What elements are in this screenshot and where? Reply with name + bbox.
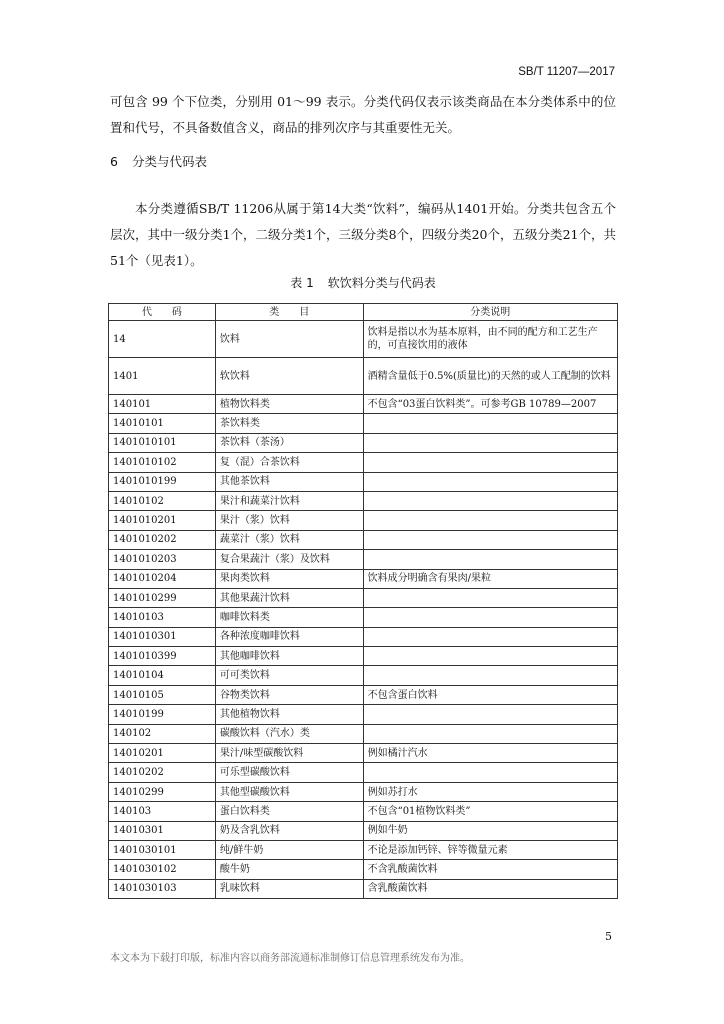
cell-code: 14010301 [109,821,216,840]
cell-category: 乳味饮料 [215,879,363,898]
cell-category: 复合果蔬汁（浆）及饮料 [215,550,363,569]
table-row [109,395,618,414]
cell-description [363,763,617,782]
cell-description: 不包含“01植物饮料类” [363,802,617,821]
cell-description: 例如牛奶 [363,821,617,840]
table-row [109,821,618,840]
table-row [109,802,618,821]
table-row [109,860,618,879]
cell-code: 1401010201 [109,511,216,530]
table-row [109,550,618,569]
cell-description: 不包含蛋白饮料 [363,685,617,704]
cell-description [363,608,617,627]
cell-description [363,530,617,549]
cell-code: 1401010301 [109,627,216,646]
table-row [109,414,618,433]
table-row [109,685,618,704]
cell-description: 不包含“03蛋白饮料类”。可参考GB 10789—2007 [363,395,617,414]
cell-code: 14010104 [109,666,216,685]
table-row [109,433,618,452]
cell-category: 复（混）合茶饮料 [215,453,363,472]
table-caption-title: 软饮料分类与代码表 [327,276,436,290]
standard-code: SB/T 11207—2017 [518,66,615,78]
cell-description: 不论是添加钙锌、锌等微量元素 [363,840,617,859]
cell-category: 茶饮料（茶汤） [215,433,363,452]
cell-category: 纯/鲜牛奶 [215,840,363,859]
table-row [109,453,618,472]
cell-category: 谷物类饮料 [215,685,363,704]
classification-table [108,303,618,899]
table-row [109,763,618,782]
cell-description: 饮料成分明确含有果肉/果粒 [363,569,617,588]
section-title: 分类与代码表 [132,154,208,169]
cell-category: 奶及含乳饮料 [215,821,363,840]
table-row [109,588,618,607]
intro-paragraph: 可包含 99 个下位类，分别用 01～99 表示。分类代码仅表示该类商品在本分类体系中的位置和代号，不具备数值含义，商品的排列次序与其重要性无关。 [110,94,616,135]
cell-description [363,550,617,569]
table-row [109,358,618,395]
table-row [109,724,618,743]
cell-description [363,666,617,685]
cell-category: 碳酸饮料（汽水）类 [215,724,363,743]
cell-category: 果汁（浆）饮料 [215,511,363,530]
cell-description: 例如橘汁汽水 [363,744,617,763]
cell-category: 可乐型碳酸饮料 [215,763,363,782]
cell-code: 1401010204 [109,569,216,588]
cell-code: 14 [109,321,216,358]
table-row [109,472,618,491]
footer-note: 本文本为下载打印版，标准内容以商务部流通标准制修订信息管理系统发布为准。 [110,953,470,964]
cell-category: 果汁/味型碳酸饮料 [215,744,363,763]
table-header-row [109,304,618,321]
cell-category: 蔬菜汁（浆）饮料 [215,530,363,549]
cell-category: 其他咖啡饮料 [215,647,363,666]
cell-code: 1401010199 [109,472,216,491]
cell-code: 14010202 [109,763,216,782]
table-row [109,321,618,358]
cell-code: 1401030102 [109,860,216,879]
cell-code: 1401010299 [109,588,216,607]
table-row [109,647,618,666]
cell-description [363,705,617,724]
cell-code: 1401010399 [109,647,216,666]
table-caption [108,274,618,291]
cell-category: 其他型碳酸饮料 [215,782,363,801]
cell-description [363,433,617,452]
cell-code: 1401010202 [109,530,216,549]
cell-description [363,588,617,607]
cell-code: 1401010102 [109,453,216,472]
cell-description: 含乳酸菌饮料 [363,879,617,898]
cell-category: 其他植物饮料 [215,705,363,724]
section-heading [110,152,207,170]
cell-code: 1401 [109,358,216,395]
cell-category: 植物饮料类 [215,395,363,414]
cell-category: 蛋白饮料类 [215,802,363,821]
table-row [109,705,618,724]
table-row [109,840,618,859]
cell-description [363,472,617,491]
table-body [109,321,618,899]
cell-category: 茶饮料类 [215,414,363,433]
cell-description [363,647,617,666]
header-description: 分类说明 [363,304,617,321]
table-row [109,627,618,646]
cell-description: 酒精含量低于0.5%(质量比)的天然的或人工配制的饮料 [363,358,617,395]
cell-category: 果肉类饮料 [215,569,363,588]
cell-code: 1401010101 [109,433,216,452]
cell-category: 咖啡饮料类 [215,608,363,627]
cell-category: 其他果蔬汁饮料 [215,588,363,607]
cell-code: 1401010203 [109,550,216,569]
header-category: 类 目 [215,304,363,321]
cell-category: 软饮料 [215,358,363,395]
cell-code: 14010102 [109,491,216,510]
cell-category: 饮料 [215,321,363,358]
cell-code: 140101 [109,395,216,414]
cell-category: 其他茶饮料 [215,472,363,491]
cell-code: 1401030101 [109,840,216,859]
table-row [109,530,618,549]
header-code: 代 码 [109,304,216,321]
table-row [109,491,618,510]
cell-code: 14010299 [109,782,216,801]
cell-code: 14010201 [109,744,216,763]
cell-description: 不含乳酸菌饮料 [363,860,617,879]
cell-description [363,414,617,433]
table-row [109,608,618,627]
cell-code: 1401030103 [109,879,216,898]
cell-description [363,627,617,646]
cell-code: 14010101 [109,414,216,433]
cell-category: 可可类饮料 [215,666,363,685]
cell-code: 14010103 [109,608,216,627]
table-row [109,569,618,588]
table-row [109,666,618,685]
cell-category: 果汁和蔬菜汁饮料 [215,491,363,510]
table-row [109,879,618,898]
table-row [109,511,618,530]
cell-description [363,453,617,472]
table-row [109,744,618,763]
cell-code: 140102 [109,724,216,743]
cell-code: 14010105 [109,685,216,704]
classification-paragraph: 本分类遵循SB/T 11206从属于第14大类“饮料”，编码从1401开始。分类共包含五个层次，其中一级分类1个，二级分类1个，三级分类8个，四级分类20个，五级分类21个，共51个（见表1）。 [110,201,616,268]
cell-description: 饮料是指以水为基本原料，由不同的配方和工艺生产的，可直接饮用的液体 [363,321,617,358]
cell-category: 各种浓度咖啡饮料 [215,627,363,646]
cell-code: 140103 [109,802,216,821]
cell-category: 酸牛奶 [215,860,363,879]
cell-code: 14010199 [109,705,216,724]
table-row [109,782,618,801]
page-number: 5 [605,930,612,943]
cell-description [363,724,617,743]
cell-description [363,491,617,510]
cell-description [363,511,617,530]
cell-description: 例如苏打水 [363,782,617,801]
table-caption-label: 表 1 [290,276,314,290]
section-number: 6 [110,154,118,169]
